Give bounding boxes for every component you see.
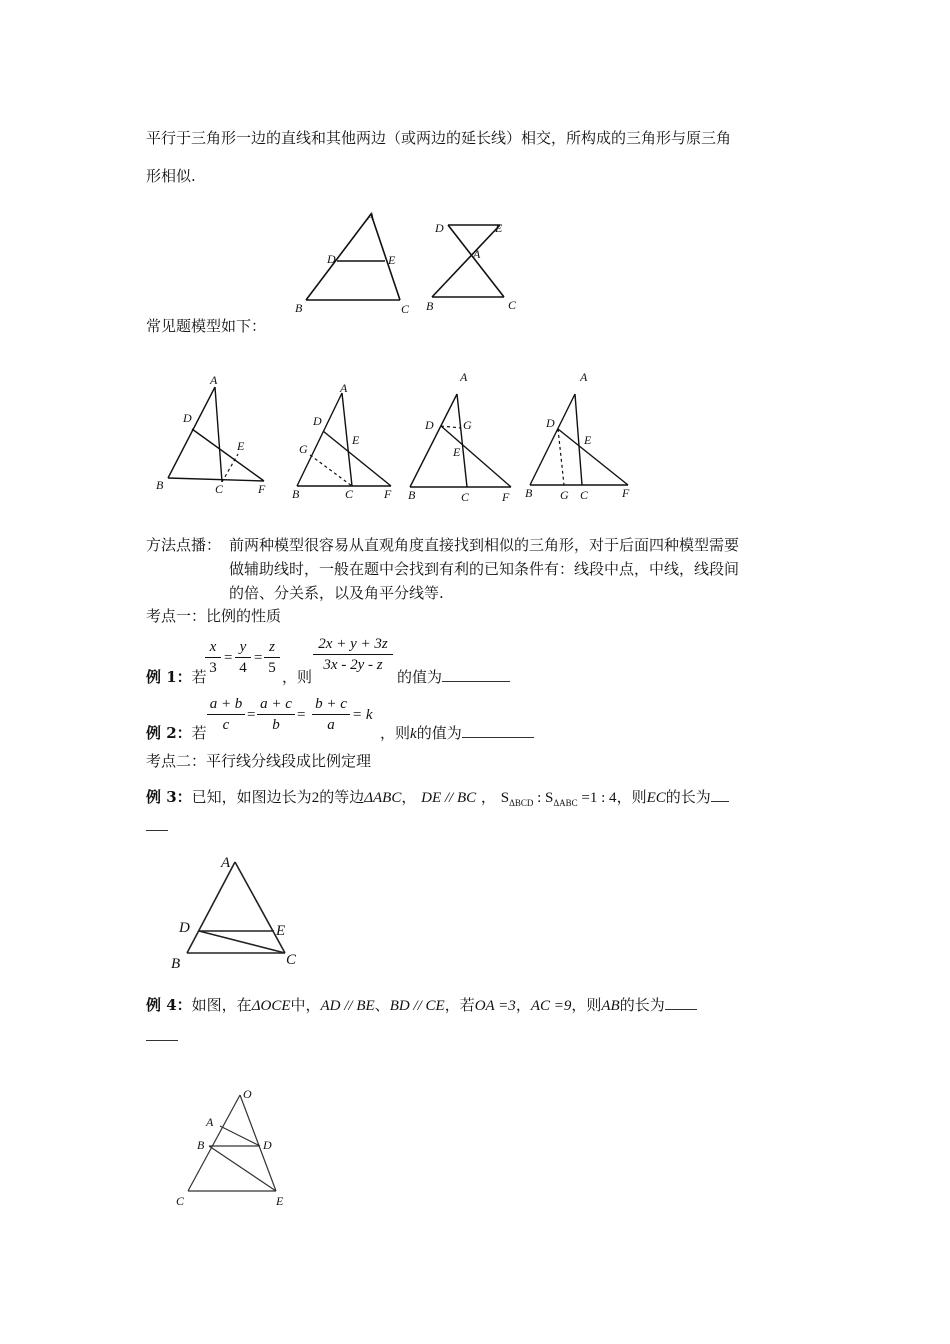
method-line-3: 的倍、分关系，以及角平分线等. [229, 584, 444, 602]
label-E: E [495, 221, 503, 235]
model-figure-1 [150, 372, 275, 497]
label-C: C [345, 487, 354, 501]
label-A: A [580, 370, 588, 384]
answer-blank[interactable] [442, 667, 510, 682]
label-F: F [384, 487, 392, 501]
ex2-ruo: 若 [191, 724, 207, 742]
label-A: A [473, 247, 481, 261]
example-2-line [146, 723, 207, 743]
label-D: D [263, 1138, 272, 1152]
label-C: C [508, 298, 517, 312]
label-G: G [299, 442, 308, 456]
label-D: D [435, 221, 444, 235]
example-3-line: 例 3：已知，如图边长为2的等边ΔABC， DE // BC ， $S_{\Delta BCD}$ : $S_{\Delta ABC} =1$ : 4，则EC的长为 [146, 787, 729, 813]
ex1-fraction-z: z 5 [264, 638, 280, 677]
answer-blank[interactable] [462, 723, 534, 738]
label-O: O [243, 1087, 252, 1101]
label-B: B [525, 486, 533, 500]
point-2-heading: 考点二：平行线分线段成比例定理 [146, 752, 372, 770]
label-E: E [453, 445, 461, 459]
label-E: E [584, 433, 592, 447]
label-B: B [171, 956, 181, 972]
example-1-line [146, 667, 207, 687]
label-F: F [502, 490, 510, 504]
example-4-line: 例 4：如图，在ΔOCE中，AD // BE、BD // CE，若OA =3，AC =9，则AB的长为 [146, 995, 697, 1016]
ex1-fraction-y: y 4 [235, 638, 251, 677]
label-D: D [327, 252, 336, 266]
models-heading: 常见题模型如下： [146, 317, 267, 335]
label-E: E [276, 923, 286, 939]
label-A: A [221, 855, 231, 871]
equals-sign: = [297, 707, 306, 723]
equals-sign: = [224, 650, 233, 666]
label-C: C [580, 488, 589, 502]
label-D: D [183, 411, 192, 425]
answer-blank[interactable] [711, 787, 729, 802]
point-1-heading: 考点一：比例的性质 [146, 607, 282, 625]
method-line-2: 做辅助线时，一般在题中会找到有利的已知条件有：线段中点，中线，线段间 [229, 560, 740, 578]
label-C: C [215, 482, 224, 496]
ex2-fraction-2: a + c b [257, 695, 295, 734]
example-3-figure [165, 852, 310, 972]
label-G: G [560, 488, 569, 502]
label-C: C [461, 490, 470, 504]
ex2-fraction-1: a + b c [207, 695, 245, 734]
label-E: E [276, 1194, 284, 1208]
label-C: C [176, 1194, 185, 1208]
method-line-1: 前两种模型很容易从直观角度直接找到相似的三角形，对于后面四种模型需要 [229, 536, 740, 554]
label-D: D [179, 920, 190, 936]
label-B: B [408, 488, 416, 502]
example-3-label: 例 3： [146, 788, 192, 806]
label-B: B [426, 299, 434, 313]
label-A: A [367, 209, 375, 223]
label-E: E [388, 253, 396, 267]
answer-blank-continued[interactable] [146, 1040, 178, 1041]
ex2-tail: ，则k的值为 [380, 723, 534, 744]
label-F: F [258, 482, 266, 496]
ex2-equals-k: = k [352, 707, 373, 723]
example-1-label: 例 1： [146, 668, 192, 686]
label-D: D [313, 414, 322, 428]
figure-similar-hourglass [420, 215, 530, 320]
equals-sign: = [254, 650, 263, 666]
ex1-ruo: 若 [191, 668, 207, 686]
label-E: E [237, 439, 245, 453]
label-C: C [401, 302, 410, 316]
model-figure-3 [403, 370, 523, 505]
label-B: B [292, 487, 300, 501]
example-4-figure [170, 1085, 295, 1210]
label-B: B [197, 1138, 205, 1152]
label-B: B [156, 478, 164, 492]
model-figure-2 [285, 378, 400, 503]
figure-similar-parallel [290, 208, 420, 318]
label-A: A [340, 381, 348, 395]
ex2-fraction-3: b + c a [312, 695, 350, 734]
label-D: D [425, 418, 434, 432]
label-B: B [295, 301, 303, 315]
method-label: 方法点播： [146, 536, 222, 554]
intro-line-1: 平行于三角形一边的直线和其他两边（或两边的延长线）相交，所构成的三角形与原三角 [146, 129, 732, 147]
label-F: F [622, 486, 630, 500]
label-D: D [546, 416, 555, 430]
example-4-label: 例 4： [146, 996, 192, 1014]
example-2-label: 例 2： [146, 724, 192, 742]
intro-line-2: 形相似. [146, 167, 196, 185]
model-figure-4 [520, 370, 640, 505]
label-C: C [286, 952, 297, 968]
label-A: A [206, 1115, 214, 1129]
ex1-big-fraction: 2x + y + 3z 3x - 2y - z [313, 635, 393, 674]
label-G: G [463, 418, 472, 432]
ex1-tail: 的值为 [397, 667, 510, 687]
label-A: A [460, 370, 468, 384]
answer-blank-continued[interactable] [146, 830, 168, 831]
ex1-fraction-x: x 3 [205, 638, 221, 677]
answer-blank[interactable] [665, 995, 697, 1010]
ex1-ze: ，则 [282, 668, 313, 686]
label-A: A [210, 373, 218, 387]
equals-sign: = [247, 707, 256, 723]
label-E: E [352, 433, 360, 447]
